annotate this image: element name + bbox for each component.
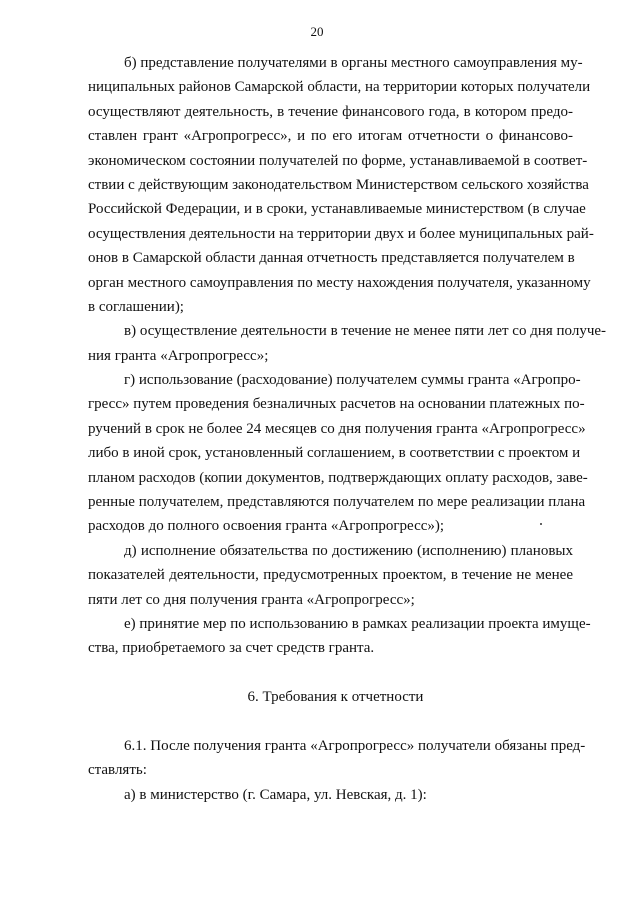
text-line: Российской Федерации, и в сроки, устанавливаемые министерством (в случае <box>88 201 586 218</box>
section-heading: 6. Требования к отчетности <box>247 689 424 706</box>
text-line: осуществления деятельности на территории двух и более муниципальных рай- <box>88 225 594 242</box>
text-line: ствии с действующим законодательством Министерством сельского хозяйства <box>88 176 589 193</box>
text-line: орган местного самоуправления по месту нахождения получателя, указанному <box>88 274 591 291</box>
document-body <box>88 51 607 807</box>
text-line: ства, приобретаемого за счет средств гранта. <box>88 640 375 657</box>
text-line: гресс» путем проведения безналичных расчетов на основании платежных по- <box>88 396 585 413</box>
paragraph-e <box>88 612 591 661</box>
text-line: либо в иной срок, установленный соглашением, в соответствии с проектом и <box>88 445 581 462</box>
paragraph-a <box>88 783 573 807</box>
text-line: расходов до полного освоения гранта «Агропрогресс»); <box>88 518 445 535</box>
paragraph-g <box>88 368 588 539</box>
spacer <box>88 710 573 734</box>
text-line: в) осуществление деятельности в течение не менее пяти лет со дня получе- <box>124 323 607 340</box>
text-line: д) исполнение обязательства по достижению (исполнению) плановых <box>124 542 573 559</box>
text-line: показателей деятельности, предусмотренных проектом, в течение не менее <box>88 567 573 584</box>
text-line: б) представление получателями в органы местного самоуправления му- <box>124 55 583 71</box>
text-line: ставлять: <box>88 762 147 779</box>
text-line: онов в Самарской области данная отчетность представляется получателем в <box>88 250 575 267</box>
paragraph-d <box>88 539 573 612</box>
text-line: ния гранта «Агропрогресс»; <box>88 347 269 364</box>
text-line: ручений в срок не более 24 месяцев со дня получения гранта «Агропрогресс» <box>88 420 586 437</box>
text-line: ставлен грант «Агропрогресс», и по его итогам отчетности о финансово- <box>88 128 573 145</box>
text-line: 6.1. После получения гранта «Агропрогресс» получатели обязаны пред- <box>124 737 586 754</box>
page-number: 20 <box>310 24 324 39</box>
text-line: ниципальных районов Самарской области, на территории которых получатели <box>88 79 591 96</box>
text-line: в соглашении); <box>88 298 184 315</box>
text-line: а) в министерство (г. Самара, ул. Невская, д. 1): <box>124 786 427 803</box>
text-line: г) использование (расходование) получателем суммы гранта «Агропро- <box>124 372 581 389</box>
text-line: пяти лет со дня получения гранта «Агропрогресс»; <box>88 591 415 608</box>
spacer <box>88 661 573 685</box>
paragraph-v <box>88 319 607 368</box>
paragraph-6-1 <box>88 734 586 783</box>
text-line: планом расходов (копии документов, подтверждающих оплату расходов, заве- <box>88 469 588 486</box>
text-line: экономическом состоянии получателей по форме, устанавливаемой в соответ- <box>88 152 588 169</box>
paragraph-b <box>88 51 594 319</box>
text-line: е) принятие мер по использованию в рамках реализации проекта имуще- <box>124 615 591 632</box>
text-line: ренные получателем, представляются получателем по мере реализации плана <box>88 494 586 511</box>
text-line: осуществляют деятельность, в течение финансового года, в котором предо- <box>88 103 573 120</box>
